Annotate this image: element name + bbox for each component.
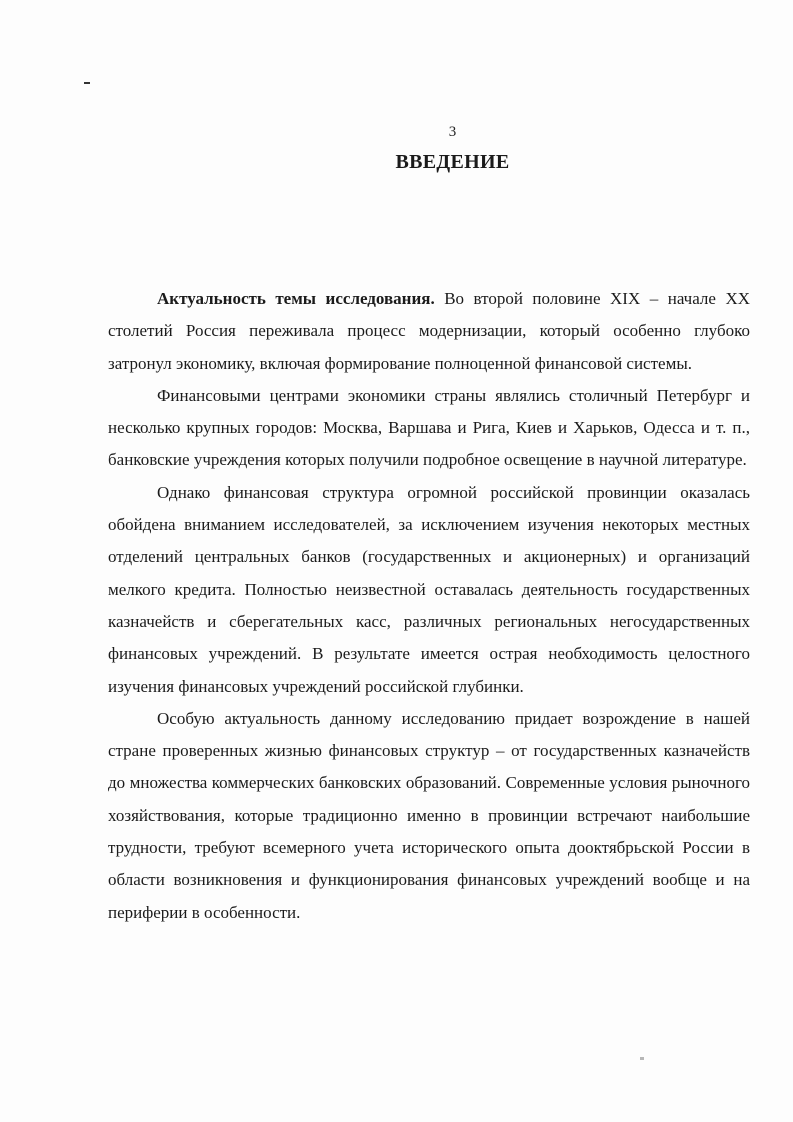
scan-mark bbox=[84, 82, 90, 84]
paragraph-special-relevance: Особую актуальность данному исследованию придает возрождение в нашей стране проверенных жизнью финансовых структур – от государственных казначейств до множества коммерческих банковских образований. Современные условия рыночного хозяйствования, которые традиционно именно в провинции встречают наибольшие трудности, требуют всемерного учета исторического опыта дооктябрьской России в области возникновения и функционирования финансовых учреждений вообще и на периферии в особенности. bbox=[108, 708, 750, 922]
document-body bbox=[108, 283, 750, 929]
scan-speck bbox=[640, 1057, 644, 1060]
paragraph-provincial-structure: Однако финансовая структура огромной российской провинции оказалась обойдена вниманием исследователей, за исключением изучения некоторых местных отделений центральных банков (государственных и акционерных) и организаций мелкого кредита. Полностью неизвестной оставалась деятельность государственных казначейств и сберегательных касс, различных региональных негосударственных финансовых учреждений. В результате имеется острая необходимость целостного изучения финансовых учреждений российской глубинки. bbox=[108, 482, 750, 696]
page-title: ВВЕДЕНИЕ bbox=[395, 151, 510, 173]
paragraph-lead: Актуальность темы исследования. bbox=[157, 289, 435, 308]
paragraph-financial-centers: Финансовыми центрами экономики страны являлись столичный Петербург и несколько крупных городов: Москва, Варшава и Рига, Киев и Харьков, Одесса и т. п., банковские учреждения которых получили подробное освещение в научной литературе. bbox=[108, 385, 750, 470]
paragraph-text: Во второй половине XIX – начале XX столетий Россия переживала процесс модернизации, который особенно глубоко затронул экономику, включая формирование полноценной финансовой системы. bbox=[108, 289, 751, 373]
page-number: 3 bbox=[448, 124, 457, 140]
paragraph-relevance bbox=[108, 283, 750, 380]
